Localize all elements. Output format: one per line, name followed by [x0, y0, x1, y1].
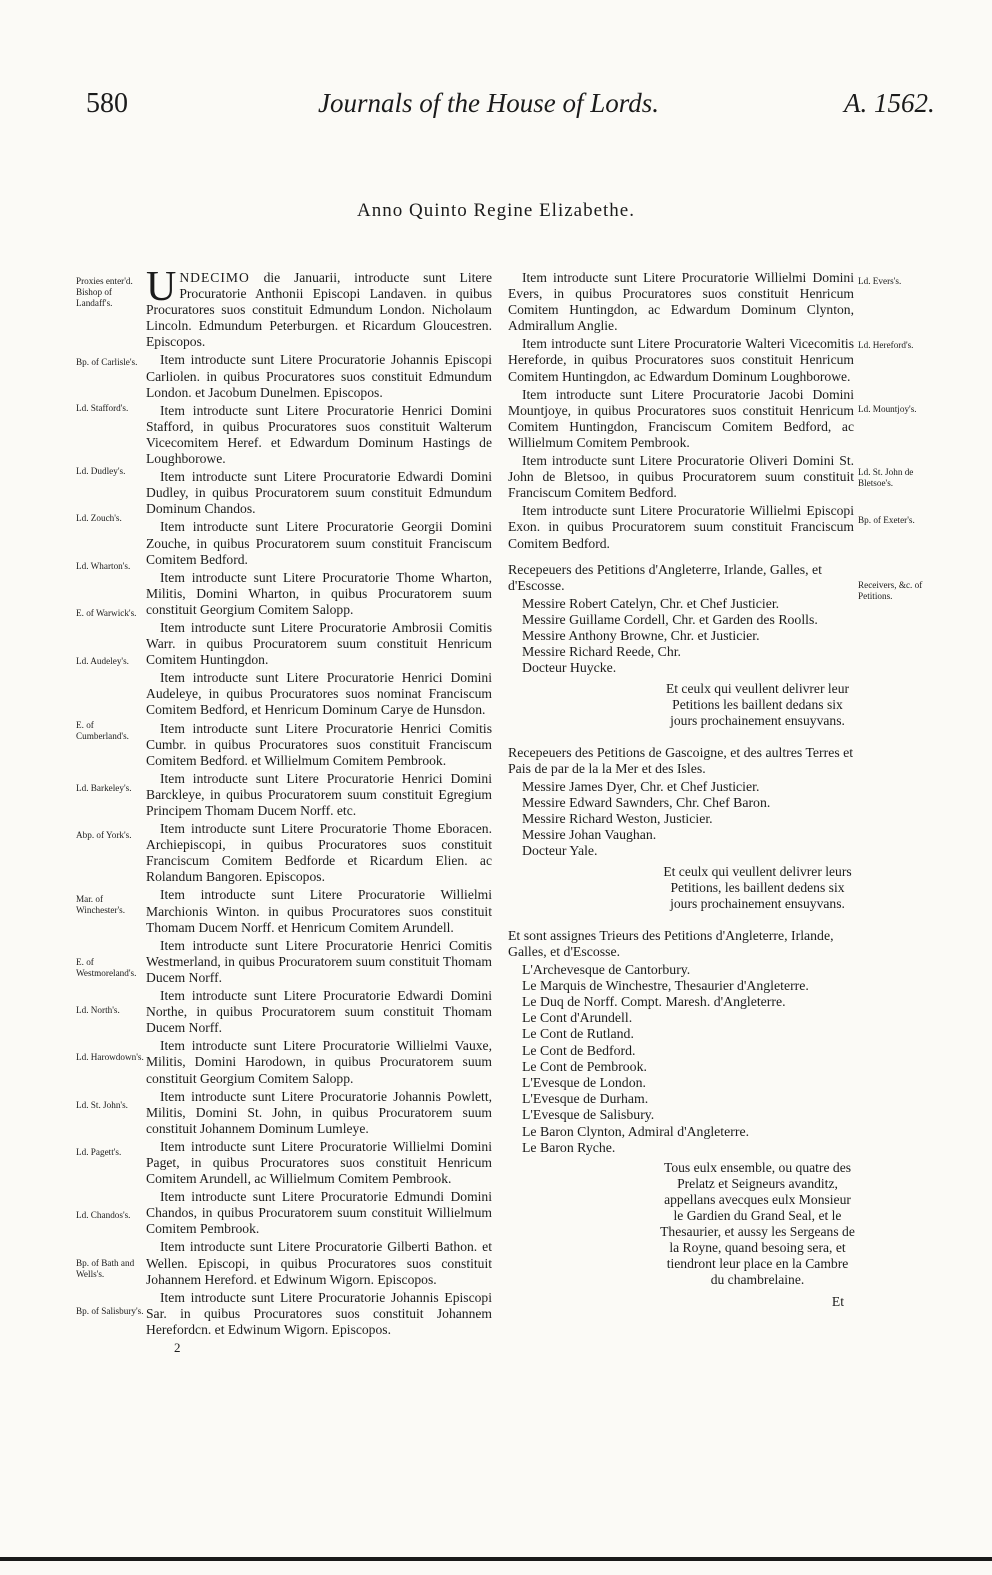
- entry-paragraph: Item introducte sunt Litere Procuratorie Henrici Comitis Westmerland, in quibus Procuratorem suum constituit Thomam Ducem Norff.: [146, 937, 492, 985]
- first-entry: [146, 264, 492, 350]
- margin-note: Ld. Mountjoy's.: [858, 404, 917, 414]
- margin-note: Ld. North's.: [76, 1005, 120, 1015]
- margin-note: Ld. St. John de Bletsoe's.: [858, 467, 914, 488]
- entry-paragraph: Item introducte sunt Litere Procuratorie Oliveri Domini St. John de Bletsoo, in quibus Procuratorem suum constituit Franciscum Comitem Bedford.: [508, 453, 854, 501]
- margin-note: Ld. Zouch's.: [76, 513, 122, 523]
- entry-paragraph: Item introducte sunt Litere Procuratorie Johannis Episcopi Carliolen. in quibus Procuratores suos constituit Edmundum London. et Jacobum Dunelmen. Episcopos.: [146, 352, 492, 400]
- receiver-line: Docteur Yale.: [522, 843, 598, 859]
- trier-line: L'Evesque de Durham.: [522, 1091, 649, 1107]
- receivers-england-heading: Recepeuers des Petitions d'Angleterre, Irlande, Galles, et d'Escosse.: [508, 561, 822, 593]
- margin-note: Ld. Audeley's.: [76, 656, 129, 666]
- trier-line: Le Cont d'Arundell.: [522, 1010, 633, 1026]
- section-title: Anno Quinto Regine Elizabethe.: [357, 200, 635, 221]
- entry-paragraph: Item introducte sunt Litere Procuratorie Willielmi Vauxe, Militis, Domini Harodown, in quibus Procuratorem suum constituit Georgium Comitem Salopp.: [146, 1038, 492, 1086]
- trier-line: L'Evesque de London.: [522, 1075, 646, 1091]
- receiver-line: Messire Anthony Browne, Chr. et Justicier.: [522, 628, 760, 643]
- year-label: A. 1562.: [844, 88, 935, 118]
- entry-paragraph: Item introducte sunt Litere Procuratorie Johannis Episcopi Sar. in quibus Procuratores suos constituit Johannem Herefordcn. et Edwinum Wigorn. Episcopos.: [146, 1289, 492, 1337]
- receiver-line: Messire Richard Reede, Chr.: [522, 644, 682, 660]
- trier-line: Le Duq de Norff. Compt. Maresh. d'Angleterre.: [522, 994, 786, 1010]
- receiver-line: Messire James Dyer, Chr. et Chef Justicier.: [522, 778, 760, 794]
- receivers-gascony-note: Et ceulx qui veullent delivrer leurs Petitions, les baillent dedens six jours prochainement ensuyvans.: [663, 863, 852, 911]
- margin-note: Abp. of York's.: [76, 830, 132, 840]
- trier-line: Le Cont de Rutland.: [522, 1026, 634, 1042]
- entry-paragraph: Item introducte sunt Litere Procuratorie Henrici Domini Stafford, in quibus Procuratores suos constituit Walterum Vicecomitem Heref. et Edwardum Dominum Hastings de Loughborowe.: [146, 402, 492, 467]
- margin-note: Ld. Harowdown's.: [76, 1052, 144, 1062]
- receiver-line: Messire Johan Vaughan.: [522, 827, 657, 843]
- margin-note: Ld. Wharton's.: [76, 561, 131, 571]
- drop-cap: U: [146, 264, 177, 310]
- journal-title: Journals of the House of Lords.: [318, 88, 660, 118]
- margin-note: Mar. of Winchester's.: [76, 894, 125, 915]
- margin-note: Ld. Dudley's.: [76, 466, 126, 476]
- receiver-line: Docteur Huycke.: [522, 660, 617, 676]
- entry-paragraph: Item introducte sunt Litere Procuratorie Georgii Domini Zouche, in quibus Procuratorem suum constituit Franciscum Comitem Bedford.: [146, 519, 492, 567]
- entry-paragraph: Item introducte sunt Litere Procuratorie Willielmi Episcopi Exon. in quibus Procuratorem suum constituit Franciscum Comitem Bedford.: [508, 503, 854, 551]
- page-number: 580: [86, 88, 128, 119]
- margin-note: Bp. of Exeter's.: [858, 515, 915, 525]
- running-header: [0, 88, 992, 128]
- entry-paragraph: Item introducte sunt Litere Procuratorie Ambrosii Comitis Warr. in quibus Procuratorem suum constituit Henricum Comitem Huntingdon.: [146, 619, 492, 668]
- margin-note: Ld. Evers's.: [858, 276, 902, 286]
- receiver-line: Messire Guillame Cordell, Chr. et Garden des Roolls.: [522, 611, 818, 627]
- entry-paragraph: Item introducte sunt Litere Procuratorie Henrici Domini Audeleye, in quibus Procuratores suos nominat Franciscum Comitem Bedford, et Henricum Dominum Carye de Hunsdon.: [146, 670, 492, 718]
- margin-note: Ld. Hereford's.: [858, 340, 914, 350]
- trier-line: L'Evesque de Salisbury.: [522, 1107, 655, 1123]
- entry-paragraph: Item introducte sunt Litere Procuratorie Walteri Vicecomitis Hereforde, in quibus Procuratores suos constituit Henricum Comitem Huntingdon, ac Edwardum Dominum Loughborowe.: [508, 336, 854, 384]
- entry-paragraph: Item introducte sunt Litere Procuratorie Edmundi Domini Chandos, in quibus Procuratorem suum constituit Willielmum Comitem Pembrook.: [146, 1189, 492, 1237]
- entry-paragraph: Item introducte sunt Litere Procuratorie Henrici Comitis Cumbr. in quibus Procuratores suos constituit Franciscum Comitem Bedford. et Willielmum Comitem Pembrook.: [146, 720, 492, 768]
- margin-note: Ld. Chandos's.: [76, 1210, 131, 1220]
- trier-line: Le Baron Clynton, Admiral d'Angleterre.: [522, 1123, 750, 1139]
- trier-line: Le Baron Ryche.: [522, 1139, 616, 1155]
- margin-note: Ld. Pagett's.: [76, 1147, 122, 1157]
- entry-text: die Januarii, introducte sunt Litere Procuratorie Anthonii Episcopi Landaven. in quibus Procuratores suos constituit Edmundum London. Nicholaum Lincoln. Edmundum Peterburgen. et Ricardum Gloucestren. Episcopos.: [146, 270, 492, 350]
- signature-mark: 2: [174, 1340, 181, 1355]
- entry-paragraph: Item introducte sunt Litere Procuratorie Willielmi Marchionis Winton. in quibus Procuratores suos constituit Thomam Ducem Norff. et Henricum Comitem Arundell.: [146, 887, 492, 935]
- right-column: [508, 270, 854, 1310]
- margin-note: Ld. Barkeley's.: [76, 783, 132, 793]
- margin-note: Bp. of Carlisle's.: [76, 357, 138, 367]
- entry-paragraph: Item introducte sunt Litere Procuratorie Thome Eboracen. Archiepiscopi, in quibus Procuratores suos constituit Franciscum Comitem Bedforde et Ricardum Elien. ac Rolandum Bangoren. Episcopos.: [146, 821, 492, 885]
- receiver-line: Messire Robert Catelyn, Chr. et Chef Justicier.: [522, 595, 780, 611]
- triers-heading: Et sont assignes Trieurs des Petitions d'Angleterre, Irlande, Galles, et d'Escosse.: [508, 927, 834, 959]
- catchword: Et: [831, 1294, 844, 1310]
- margin-note: Receivers, &c. of Petitions.: [858, 580, 923, 601]
- trier-line: Le Marquis de Winchestre, Thesaurier d'Angleterre.: [522, 977, 809, 993]
- margin-note: Ld. St. John's.: [76, 1100, 128, 1110]
- margin-note: E. of Warwick's.: [76, 608, 137, 618]
- margin-note: Bp. of Bath and Wells's.: [76, 1258, 135, 1279]
- entry-lead: NDECIMO: [179, 270, 250, 285]
- margin-note: Proxies enter'd. Bishop of Landaff's.: [76, 276, 133, 308]
- entry-paragraph: Item introducte sunt Litere Procuratorie Edwardi Domini Northe, in quibus Procuratorem suum constituit Thomam Ducem Norff.: [146, 988, 492, 1036]
- triers-note: Tous eulx ensemble, ou quatre des Prelatz et Seigneurs avanditz, appellans avecques eulx Monsieur le Gardien du Grand Seal, et le Thesaurier, et aussy les Sergeans de la Royne, quand besoing sera, et tiendront leur place en la Cambre du chambrelaine.: [660, 1160, 855, 1288]
- entry-paragraph: Item introducte sunt Litere Procuratorie Jacobi Domini Mountjoye, in quibus Procuratores suos constituit Henricum Comitem Huntingdon, Franciscum Comitem Bedford, ac Willielmum Comitem Pembrook.: [508, 386, 854, 450]
- entry-paragraph: Item introducte sunt Litere Procuratorie Johannis Powlett, Militis, Domini St. John, in quibus Procuratorem suum constituit Johannem Dominum Lumleye.: [146, 1088, 492, 1136]
- bottom-rule: [0, 1557, 992, 1561]
- trier-line: L'Archevesque de Cantorbury.: [522, 961, 691, 977]
- entry-paragraph: Item introducte sunt Litere Procuratorie Willielmi Domini Paget, in quibus Procuratores suos constituit Henricum Comitem Arundell, ac Willielmum Comitem Pembrook.: [146, 1138, 492, 1187]
- margin-note: Ld. Stafford's.: [76, 403, 129, 413]
- entry-paragraph: Item introducte sunt Litere Procuratorie Gilberti Bathon. et Wellen. Episcopi, in quibus Procuratores suos constituit Johannem Hereford. et Edwinum Wigorn. Episcopos.: [146, 1239, 492, 1287]
- entry-paragraph: Item introducte sunt Litere Procuratorie Edwardi Domini Dudley, in quibus Procuratorem suum constituit Edmundum Dominum Chandos.: [146, 469, 492, 517]
- trier-line: Le Cont de Bedford.: [522, 1042, 636, 1058]
- margin-note: Bp. of Salisbury's.: [76, 1306, 144, 1316]
- trier-line: Le Cont de Pembrook.: [522, 1058, 647, 1074]
- entry-paragraph: Item introducte sunt Litere Procuratorie Thome Wharton, Militis, Domini Wharton, in quibus Procuratorem suum constituit Georgium Comitem Salopp.: [146, 569, 492, 617]
- margin-note: E. of Cumberland's.: [76, 720, 129, 741]
- margin-note: E. of Westmoreland's.: [76, 957, 137, 978]
- receivers-england-note: Et ceulx qui veullent delivrer leur Petitions les baillent dedans six jours prochainement ensuyvans.: [665, 680, 850, 728]
- receiver-line: Messire Edward Sawnders, Chr. Chef Baron.: [522, 794, 771, 810]
- left-column: [146, 264, 492, 1356]
- receiver-line: Messire Richard Weston, Justicier.: [522, 811, 713, 827]
- entry-paragraph: Item introducte sunt Litere Procuratorie Henrici Domini Barckleye, in quibus Procuratorem suum constituit Egregium Principem Thomam Ducem Norff. etc.: [146, 770, 492, 818]
- entry-paragraph: Item introducte sunt Litere Procuratorie Willielmi Domini Evers, in quibus Procuratores suos constituit Henricum Comitem Huntingdon, ac Edwardum Dominum Clynton, Admirallum Anglie.: [508, 270, 854, 334]
- receivers-gascony-heading: Recepeuers des Petitions de Gascoigne, et des aultres Terres et Pais de par de la la Mer et des Isles.: [508, 744, 854, 776]
